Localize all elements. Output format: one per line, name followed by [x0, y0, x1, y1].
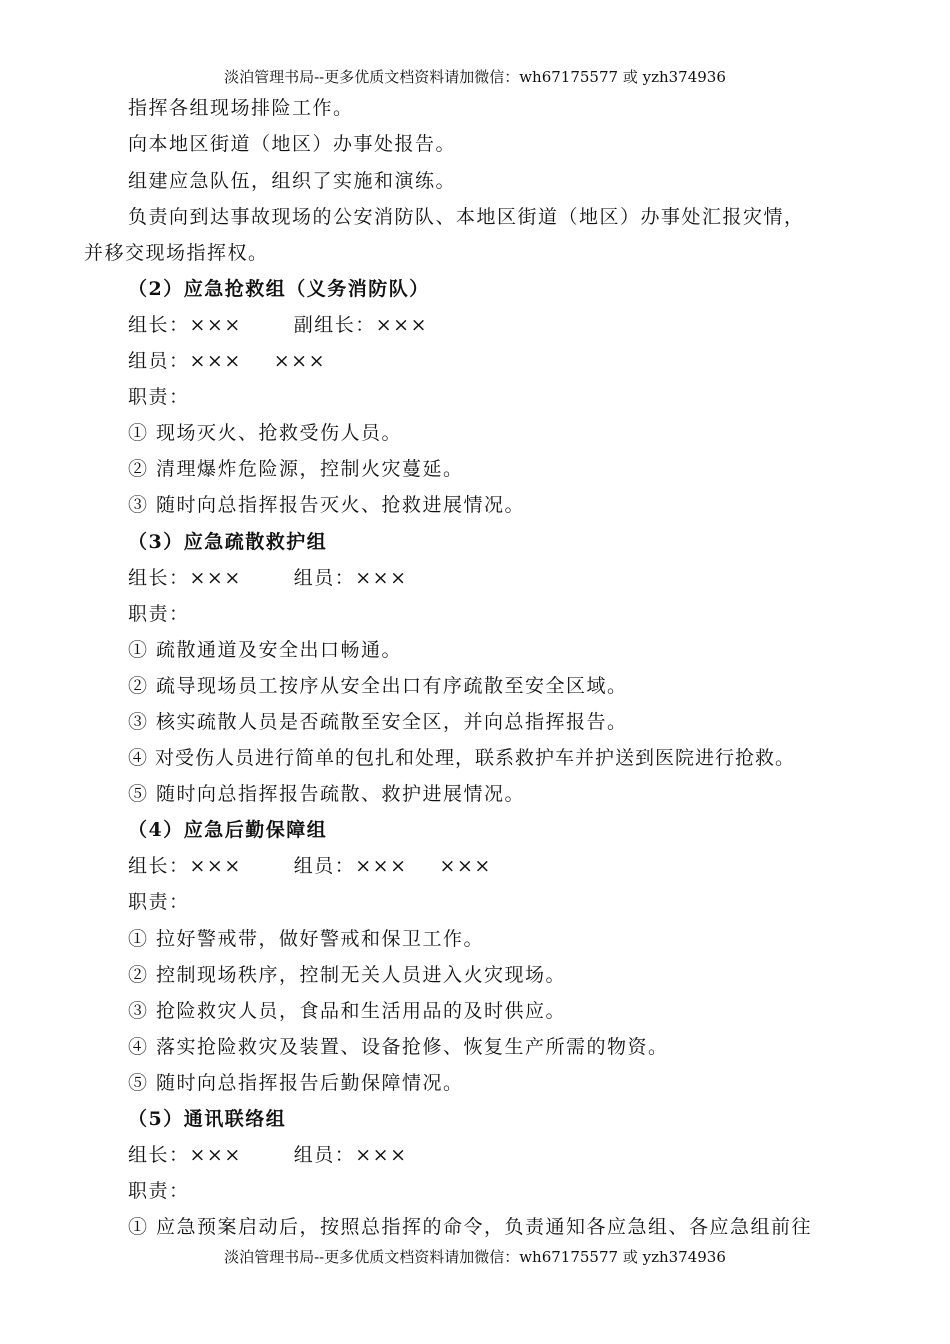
duty-item: ① 应急预案启动后，按照总指挥的命令，负责通知各应急组、各应急组前往	[128, 1216, 813, 1238]
member-line	[128, 346, 326, 373]
group-member: 组员：×××	[293, 855, 408, 877]
duty-item: ② 疏导现场员工按序从安全出口有序疏散至安全区域。	[128, 675, 628, 697]
group-leader: 组长：×××	[128, 855, 242, 877]
duty-item: ① 拉好警戒带，做好警戒和保卫工作。	[128, 928, 485, 950]
body-line: 并移交现场指挥权。	[84, 242, 269, 264]
section-heading-4: （4）应急后勤保障组	[128, 819, 328, 841]
leader-line	[128, 851, 492, 878]
duty-item: ④ 对受伤人员进行简单的包扎和处理，联系救护车并护送到医院进行抢救。	[128, 747, 796, 769]
duty-label: 职责：	[128, 1180, 190, 1202]
page-header: 淡泊管理书局--更多优质文档资料请加微信：wh67175577 或 yzh374936	[224, 68, 726, 86]
group-leader: 组长：×××	[128, 1144, 242, 1166]
duty-label: 职责：	[128, 603, 190, 625]
duty-item: ③ 抢险救灾人员，食品和生活用品的及时供应。	[128, 1000, 567, 1022]
group-member: 组员：×××	[293, 1144, 408, 1166]
body-line: 指挥各组现场排险工作。	[128, 97, 354, 119]
section-heading-3: （3）应急疏散救护组	[128, 531, 328, 553]
leader-line	[128, 310, 428, 337]
group-leader: 组长：×××	[128, 567, 242, 589]
leader-line	[128, 1140, 408, 1167]
body-line: 向本地区街道（地区）办事处报告。	[128, 133, 457, 155]
group-member: ×××	[439, 855, 492, 877]
section-heading-5: （5）通讯联络组	[128, 1108, 287, 1130]
duty-item: ⑤ 随时向总指挥报告后勤保障情况。	[128, 1072, 464, 1094]
group-leader: 组长：×××	[128, 314, 242, 336]
duty-item: ① 现场灭火、抢救受伤人员。	[128, 422, 403, 444]
deputy-leader: 副组长：×××	[293, 314, 429, 336]
group-member: ×××	[273, 350, 327, 372]
group-member: 组员：×××	[128, 350, 242, 372]
duty-item: ① 疏散通道及安全出口畅通。	[128, 639, 403, 661]
leader-line	[128, 563, 408, 590]
duty-item: ③ 核实疏散人员是否疏散至安全区，并向总指挥报告。	[128, 711, 628, 733]
duty-item: ② 控制现场秩序，控制无关人员进入火灾现场。	[128, 964, 567, 986]
duty-item: ⑤ 随时向总指挥报告疏散、救护进展情况。	[128, 783, 526, 805]
section-heading-2: （2）应急抢救组（义务消防队）	[128, 278, 430, 300]
duty-item: ③ 随时向总指挥报告灭火、抢救进展情况。	[128, 494, 526, 516]
body-line: 负责向到达事故现场的公安消防队、本地区街道（地区）办事处汇报灾情，	[128, 206, 805, 228]
duty-item: ④ 落实抢险救灾及装置、设备抢修、恢复生产所需的物资。	[128, 1036, 669, 1058]
page-footer: 淡泊管理书局--更多优质文档资料请加微信：wh67175577 或 yzh374936	[224, 1248, 726, 1266]
duty-item: ② 清理爆炸危险源，控制火灾蔓延。	[128, 458, 464, 480]
body-line: 组建应急队伍，组织了实施和演练。	[128, 170, 457, 192]
duty-label: 职责：	[128, 891, 190, 913]
duty-label: 职责：	[128, 386, 190, 408]
group-member: 组员：×××	[293, 567, 408, 589]
